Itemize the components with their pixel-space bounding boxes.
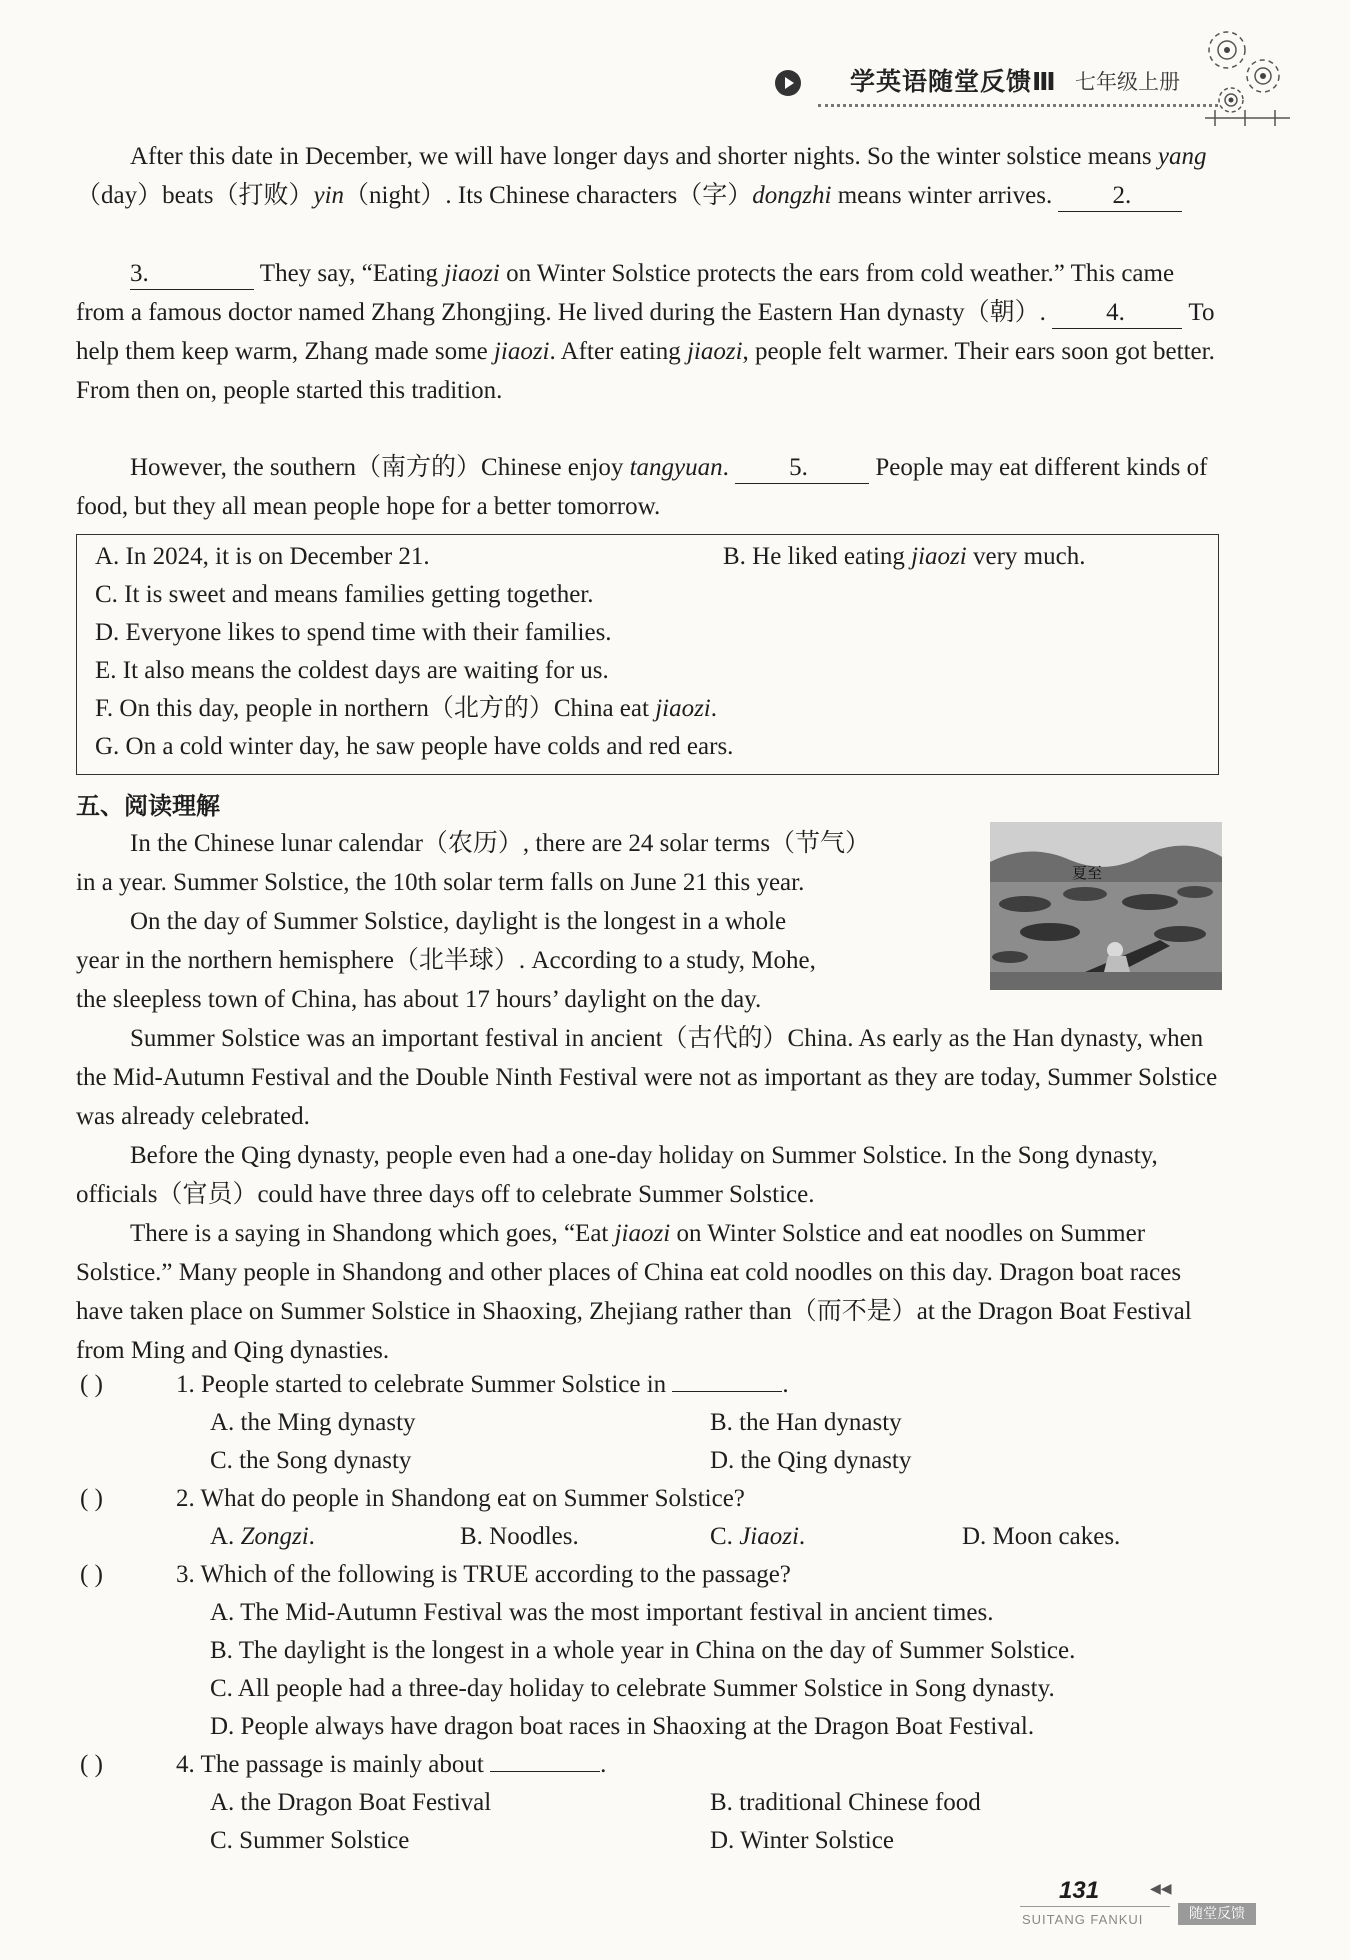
question-1-option-a[interactable]: A. the Ming dynasty [210,1409,416,1436]
passage2-line-2b: year in the northern hemisphere（北半球）. According to a study, Mohe, [76,947,816,974]
option-e: E. It also means the coldest days are waiting for us. [95,657,609,684]
passage2-line-2a: On the day of Summer Solstice, daylight is the longest in a whole [130,908,787,935]
passage1-paragraph-1: After this date in December, we will have longer days and shorter nights. So the winter solstice means yang（day）beats（打败）yin（night）. Its Chinese characters（字）dongzhi means winter arrives. 2. [76,137,1222,215]
answer-paren-1[interactable]: ( ) [80,1371,103,1398]
passage2-paragraph-4: Before the Qing dynasty, people even had a one-day holiday on Summer Solstice. In the Song dynasty, officials（官员）could have three days off to celebrate Summer Solstice. [76,1142,1158,1208]
passage1-paragraph-2: 3. They say, “Eating jiaozi on Winter Solstice protects the ears from cold weather.” This came from a famous doctor named Zhang Zhongjing. He lived during the Eastern Han dynasty（朝）. 4. To help them keep warm, Zhang made some jiaozi. After eating jiaozi, people felt warmer. Their ears soon got better. From then on, people started this tradition. [76,260,1215,404]
section-title: 五、阅读理解 [76,792,220,820]
question-2-option-a[interactable]: A. Zongzi. [210,1523,315,1550]
flower-ornament-icon [1195,18,1300,128]
question-4-option-c[interactable]: C. Summer Solstice [210,1827,410,1854]
question-4-option-b[interactable]: B. traditional Chinese food [710,1789,981,1816]
header-divider [818,104,1218,107]
question-3-option-c[interactable]: C. All people had a three-day holiday to celebrate Summer Solstice in Song dynasty. [210,1675,1055,1702]
answer-blank-4[interactable]: 4. [1052,298,1182,329]
question-2-option-c[interactable]: C. Jiaozi. [710,1523,806,1550]
book-title: 学英语随堂反馈Ⅲ [850,67,1057,96]
passage2-paragraph-5: There is a saying in Shandong which goes, “Eat jiaozi on Winter Solstice and eat noodles on Summer Solstice.” Many people in Shandong and other places of China eat cold noodles on this day. Dragon boat races have taken place on Summer Solstice in Shaoxing, Zhejiang rather than（而不是）at the Dragon Boat Festival from Ming and Qing dynasties. [76,1220,1192,1364]
option-d: D. Everyone likes to spend time with their families. [95,619,612,646]
question-3-stem: 3. Which of the following is TRUE according to the passage? [176,1561,791,1588]
answer-blank-2[interactable]: 2. [1058,181,1182,212]
passage2-line-1b: in a year. Summer Solstice, the 10th solar term falls on June 21 this year. [76,869,805,896]
answer-blank-3[interactable]: 3. [130,259,254,290]
passage2-line-2c: the sleepless town of China, has about 17 hours’ daylight on the day. [76,986,762,1013]
question-1-option-b[interactable]: B. the Han dynasty [710,1409,902,1436]
question-3-option-b[interactable]: B. The daylight is the longest in a whole year in China on the day of Summer Solstice. [210,1637,1076,1664]
passage2-paragraph-3: Summer Solstice was an important festival in ancient（古代的）China. As early as the Han dynasty, when the Mid-Autumn Festival and the Double Ninth Festival were not as important as they are today, Summer Solstice was already celebrated. [76,1025,1218,1130]
question-4-option-d[interactable]: D. Winter Solstice [710,1827,894,1854]
question-4-stem: 4. The passage is mainly about . [176,1751,607,1778]
option-f: F. On this day, people in northern（北方的）China eat jiaozi. [95,695,718,722]
question-4-option-a[interactable]: A. the Dragon Boat Festival [210,1789,492,1816]
question-1-stem: 1. People started to celebrate Summer Solstice in . [176,1371,789,1398]
footer-divider [1020,1906,1170,1907]
double-arrow-left-icon: ◀◀ [1150,1882,1172,1897]
question-2-stem: 2. What do people in Shandong eat on Summer Solstice? [176,1485,745,1512]
option-c: C. It is sweet and means families getting together. [95,581,594,608]
passage2-line-1a: In the Chinese lunar calendar（农历）, there are 24 solar terms（节气） [130,830,871,857]
question-2-option-b[interactable]: B. Noodles. [460,1523,579,1550]
question-3-option-a[interactable]: A. The Mid-Autumn Festival was the most important festival in ancient times. [210,1599,994,1626]
answer-blank-5[interactable]: 5. [735,453,869,484]
answer-paren-4[interactable]: ( ) [80,1751,103,1778]
footer-brand-en: SUITANG FANKUI [1022,1912,1144,1927]
question-4-blank[interactable] [490,1771,600,1772]
question-1-option-c[interactable]: C. the Song dynasty [210,1447,412,1474]
option-a: A. In 2024, it is on December 21. [95,543,430,570]
page-number: 131 [1059,1877,1100,1904]
options-box [76,534,1219,775]
option-g: G. On a cold winter day, he saw people have colds and red ears. [95,733,734,760]
question-2-option-d[interactable]: D. Moon cakes. [962,1523,1121,1550]
answer-paren-2[interactable]: ( ) [80,1485,103,1512]
footer-brand-badge: 随堂反馈 [1178,1903,1256,1925]
option-b: B. He liked eating jiaozi very much. [723,543,1086,570]
question-3-option-d[interactable]: D. People always have dragon boat races in Shaoxing at the Dragon Boat Festival. [210,1713,1035,1740]
answer-paren-3[interactable]: ( ) [80,1561,103,1588]
header-arrow-icon [775,70,801,96]
question-1-blank[interactable] [672,1391,782,1392]
passage1-paragraph-3: However, the southern（南方的）Chinese enjoy tangyuan. 5. People may eat different kinds of food, but they all mean people hope for a better tomorrow. [76,454,1208,520]
illustration-caption: 夏至 [1072,864,1103,882]
question-1-option-d[interactable]: D. the Qing dynasty [710,1447,912,1474]
summer-solstice-illustration [990,822,1222,990]
book-subtitle: 七年级上册 [1075,70,1180,94]
